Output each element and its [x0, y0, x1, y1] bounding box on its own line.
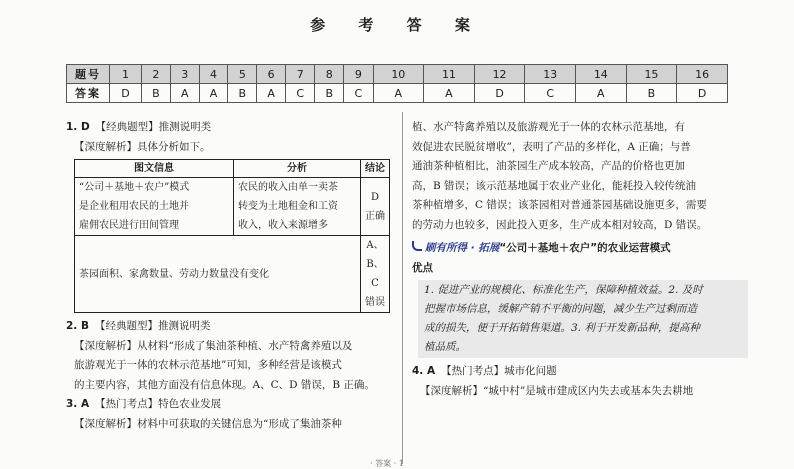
tip-subtitle: 优点 [412, 261, 433, 274]
question-number: 7 [286, 65, 315, 84]
analysis-table [74, 159, 390, 313]
left-column [66, 118, 396, 434]
question-number: 9 [344, 65, 373, 84]
answer-cell: B [626, 84, 677, 103]
q1-category: 【经典题型】推测说明类 [95, 121, 212, 133]
question-number: 11 [424, 65, 475, 84]
info-cell [75, 178, 234, 236]
question-number: 15 [626, 65, 677, 84]
tip-title: “公司＋基地＋农户”的农业运营模式 [499, 242, 671, 254]
q2-text-line: 【深度解析】从材料“形成了集油茶种植、水产特禽养殖以及 [74, 339, 353, 352]
answer-cell: A [424, 84, 475, 103]
cell-line: “公司＋基地＋农户”模式 [79, 182, 190, 193]
answer-cell: A [170, 84, 199, 103]
q1-analysis: 【深度解析】具体分析如下。 [74, 140, 211, 153]
question-number-row [67, 65, 728, 84]
tip-line: 成的损失，便于开拓销售渠道。3. 利于开发新品种，提高种 [424, 322, 700, 334]
question-number: 8 [315, 65, 344, 84]
tip-line: 植品质。 [424, 341, 466, 353]
answer-cell: B [315, 84, 344, 103]
header-conclusion: 结论 [361, 160, 390, 178]
answer-key-table [66, 64, 728, 103]
cell-line: 错误 [365, 297, 385, 308]
question-number: 12 [474, 65, 525, 84]
header-analysis: 分析 [234, 160, 361, 178]
answer-cell: D [474, 84, 525, 103]
answer-cell: A [199, 84, 228, 103]
q4-category: 【热门考点】城市化问题 [441, 365, 557, 377]
answer-row [67, 84, 728, 103]
cell-line: 转变为土地租金和工资 [238, 201, 338, 212]
q3-text-line: 【深度解析】材料中可获取的关键信息为“形成了集油茶种 [74, 417, 342, 430]
answer-cell: C [344, 84, 373, 103]
q2-heading [66, 317, 396, 337]
tip-header [412, 239, 742, 259]
answer-cell: B [228, 84, 257, 103]
q2-text-line: 的主要内容，其他方面没有信息体现。A、C、D 错误，B 正确。 [74, 378, 375, 391]
answer-cell: A [373, 84, 424, 103]
q3-continued-line: 茶种植增多，C 错误；该茶园相对普通茶园基础设施更多，需要 [412, 199, 707, 211]
question-number: 10 [373, 65, 424, 84]
q3-continued-line: 高，B 错误；该示范基地属于农业产业化，能耗投入较传统油 [412, 179, 697, 192]
question-number: 5 [228, 65, 257, 84]
q3-continued-line: 的劳动力也较多，因此投入更多，生产成本相对较高，D 错误。 [412, 218, 708, 231]
tip-section [412, 239, 742, 358]
q3-continued-line: 通油茶种植相比，油茶园生产成本较高，产品的价格也更加 [412, 160, 685, 172]
q3-answer: 3. A [66, 398, 90, 410]
answer-cell: D [110, 84, 142, 103]
answer-cell: C [286, 84, 315, 103]
q3-category: 【热门考点】特色农业发展 [95, 398, 222, 410]
column-divider [402, 112, 403, 464]
q3-continued-line: 效促进农民脱贫增收”，表明了产品的多样化，A 正确；与普 [412, 140, 691, 153]
question-number: 1 [110, 65, 142, 84]
right-column [412, 118, 742, 401]
conclusion-cell: D 正确 [361, 178, 390, 236]
analysis-table-header [75, 160, 390, 178]
conclusion-cell [361, 236, 390, 313]
answer-cell: D [677, 84, 728, 103]
question-number: 6 [257, 65, 286, 84]
answer-cell: A [576, 84, 627, 103]
analysis-row [75, 178, 390, 236]
cell-line: A、B、C [366, 240, 384, 289]
row-label-answer: 答案 [67, 84, 110, 103]
q4-text-line: 【深度解析】“城中村”是城市建成区内失去或基本失去耕地 [420, 384, 694, 397]
question-number: 13 [525, 65, 576, 84]
info-cell: 茶园面积、家禽数量、劳动力数量没有变化 [75, 236, 361, 313]
question-number: 16 [677, 65, 728, 84]
q1-answer: 1. D [66, 121, 90, 133]
q4-heading [412, 362, 742, 382]
q4-answer: 4. A [412, 365, 436, 377]
q3-heading [66, 395, 396, 415]
tip-icon [412, 241, 422, 251]
tip-label: 刷有所得 · 拓展 [425, 242, 500, 254]
question-number: 4 [199, 65, 228, 84]
tip-line: 把握市场信息，缓解产销不平衡的问题，减少生产过剩而造 [424, 303, 697, 315]
analysis-row [75, 236, 390, 313]
answer-cell: B [142, 84, 171, 103]
page-footer: · 答案 · 1 [370, 459, 404, 468]
cell-line: 农民的收入由单一卖茶 [238, 182, 338, 193]
page-title: 参 考 答 案 [310, 16, 484, 34]
q3-continued-line: 植、水产特禽养殖以及旅游观光于一体的农林示范基地，有 [412, 121, 685, 133]
header-info: 图文信息 [75, 160, 234, 178]
row-label-number: 题号 [67, 65, 110, 84]
tip-line: 1. 促进产业的规模化、标准化生产，保障种植效益。2. 及时 [424, 284, 703, 296]
question-number: 3 [170, 65, 199, 84]
q2-answer: 2. B [66, 320, 89, 332]
cell-line: 收入，收入来源增多 [238, 220, 328, 231]
tip-box [418, 280, 748, 358]
cell-line: 雇佣农民进行田间管理 [79, 220, 179, 231]
q2-category: 【经典题型】推测说明类 [94, 320, 211, 332]
question-number: 14 [576, 65, 627, 84]
answer-cell: C [525, 84, 576, 103]
cell-line: 是企业租用农民的土地并 [79, 201, 189, 212]
analysis-cell [234, 178, 361, 236]
question-number: 2 [142, 65, 171, 84]
q1-heading [66, 118, 396, 138]
q2-text-line: 旅游观光于一体的农林示范基地”可知，多种经营是该模式 [74, 359, 342, 371]
answer-cell: A [257, 84, 286, 103]
